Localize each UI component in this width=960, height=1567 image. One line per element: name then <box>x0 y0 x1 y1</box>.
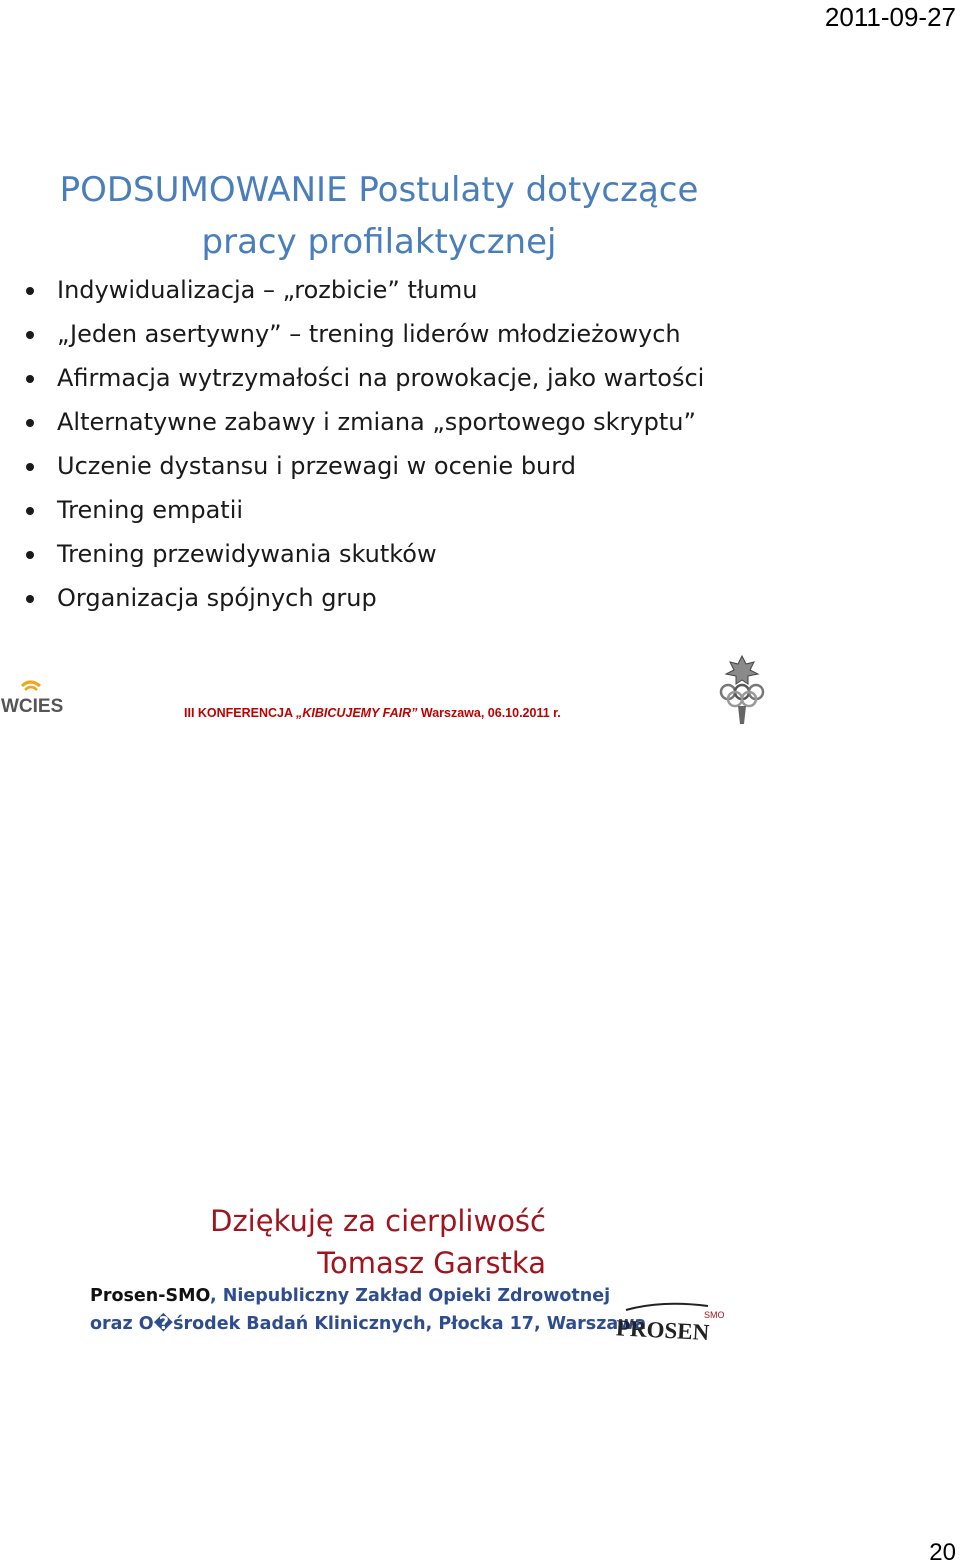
thanks-block <box>210 1200 546 1284</box>
bullet-icon <box>26 287 34 295</box>
wcies-logo-icon <box>0 680 64 718</box>
bullet-icon <box>26 331 34 339</box>
page-number: 20 <box>929 1539 956 1566</box>
prosen-logo-sub: SMO <box>704 1310 725 1320</box>
wcies-logo-text: WCIES <box>1 696 64 717</box>
title-line-2: pracy profilaktycznej <box>201 222 557 262</box>
slide-thanks <box>0 1190 780 1390</box>
bullet-icon <box>26 463 34 471</box>
conference-name: „KIBICUJEMY FAIR” <box>296 706 418 720</box>
list-item: Trening empatii <box>26 492 766 528</box>
org-address: oraz O�środek Badań Klinicznych, Płocka 17, Warszawa <box>90 1314 647 1334</box>
conference-footer: III KONFERENCJA „KIBICUJEMY FAIR” Warszawa, 06.10.2011 r. <box>184 706 561 720</box>
organization-info: Prosen-SMO, Niepubliczny Zakład Opieki Zdrowotnej oraz O�środek Badań Klinicznych, Płocka 17, Warszawa <box>90 1282 646 1338</box>
bullet-icon <box>26 507 34 515</box>
bullet-icon <box>26 375 34 383</box>
prosen-logo-text: PROSEN <box>615 1315 710 1346</box>
list-item: Indywidualizacja – „rozbicie” tłumu <box>26 272 766 308</box>
org-name: Prosen-SMO <box>90 1286 210 1306</box>
list-item: Organizacja spójnych grup <box>26 580 766 616</box>
prosen-logo-icon <box>612 1298 726 1346</box>
title-line-1: PODSUMOWANIE Postulaty dotyczące <box>59 170 699 210</box>
slide-title <box>34 164 724 268</box>
list-item: „Jeden asertywny” – trening liderów młodzieżowych <box>26 316 766 352</box>
list-item: Alternatywne zabawy i zmiana „sportowego skryptu” <box>26 404 766 440</box>
olympic-eagle-emblem-icon <box>714 654 770 726</box>
bullet-icon <box>26 595 34 603</box>
date-header: 2011-09-27 <box>824 2 956 32</box>
list-item: Trening przewidywania skutków <box>26 536 766 572</box>
slide-summary <box>0 150 780 750</box>
author-name: Tomasz Garstka <box>317 1246 546 1280</box>
list-item: Uczenie dystansu i przewagi w ocenie burd <box>26 448 766 484</box>
bullet-icon <box>26 551 34 559</box>
postulates-list <box>26 272 766 624</box>
bullet-icon <box>26 419 34 427</box>
thanks-message: Dziękuję za cierpliwość <box>210 1204 546 1238</box>
list-item: Afirmacja wytrzymałości na prowokacje, jako wartości <box>26 360 766 396</box>
